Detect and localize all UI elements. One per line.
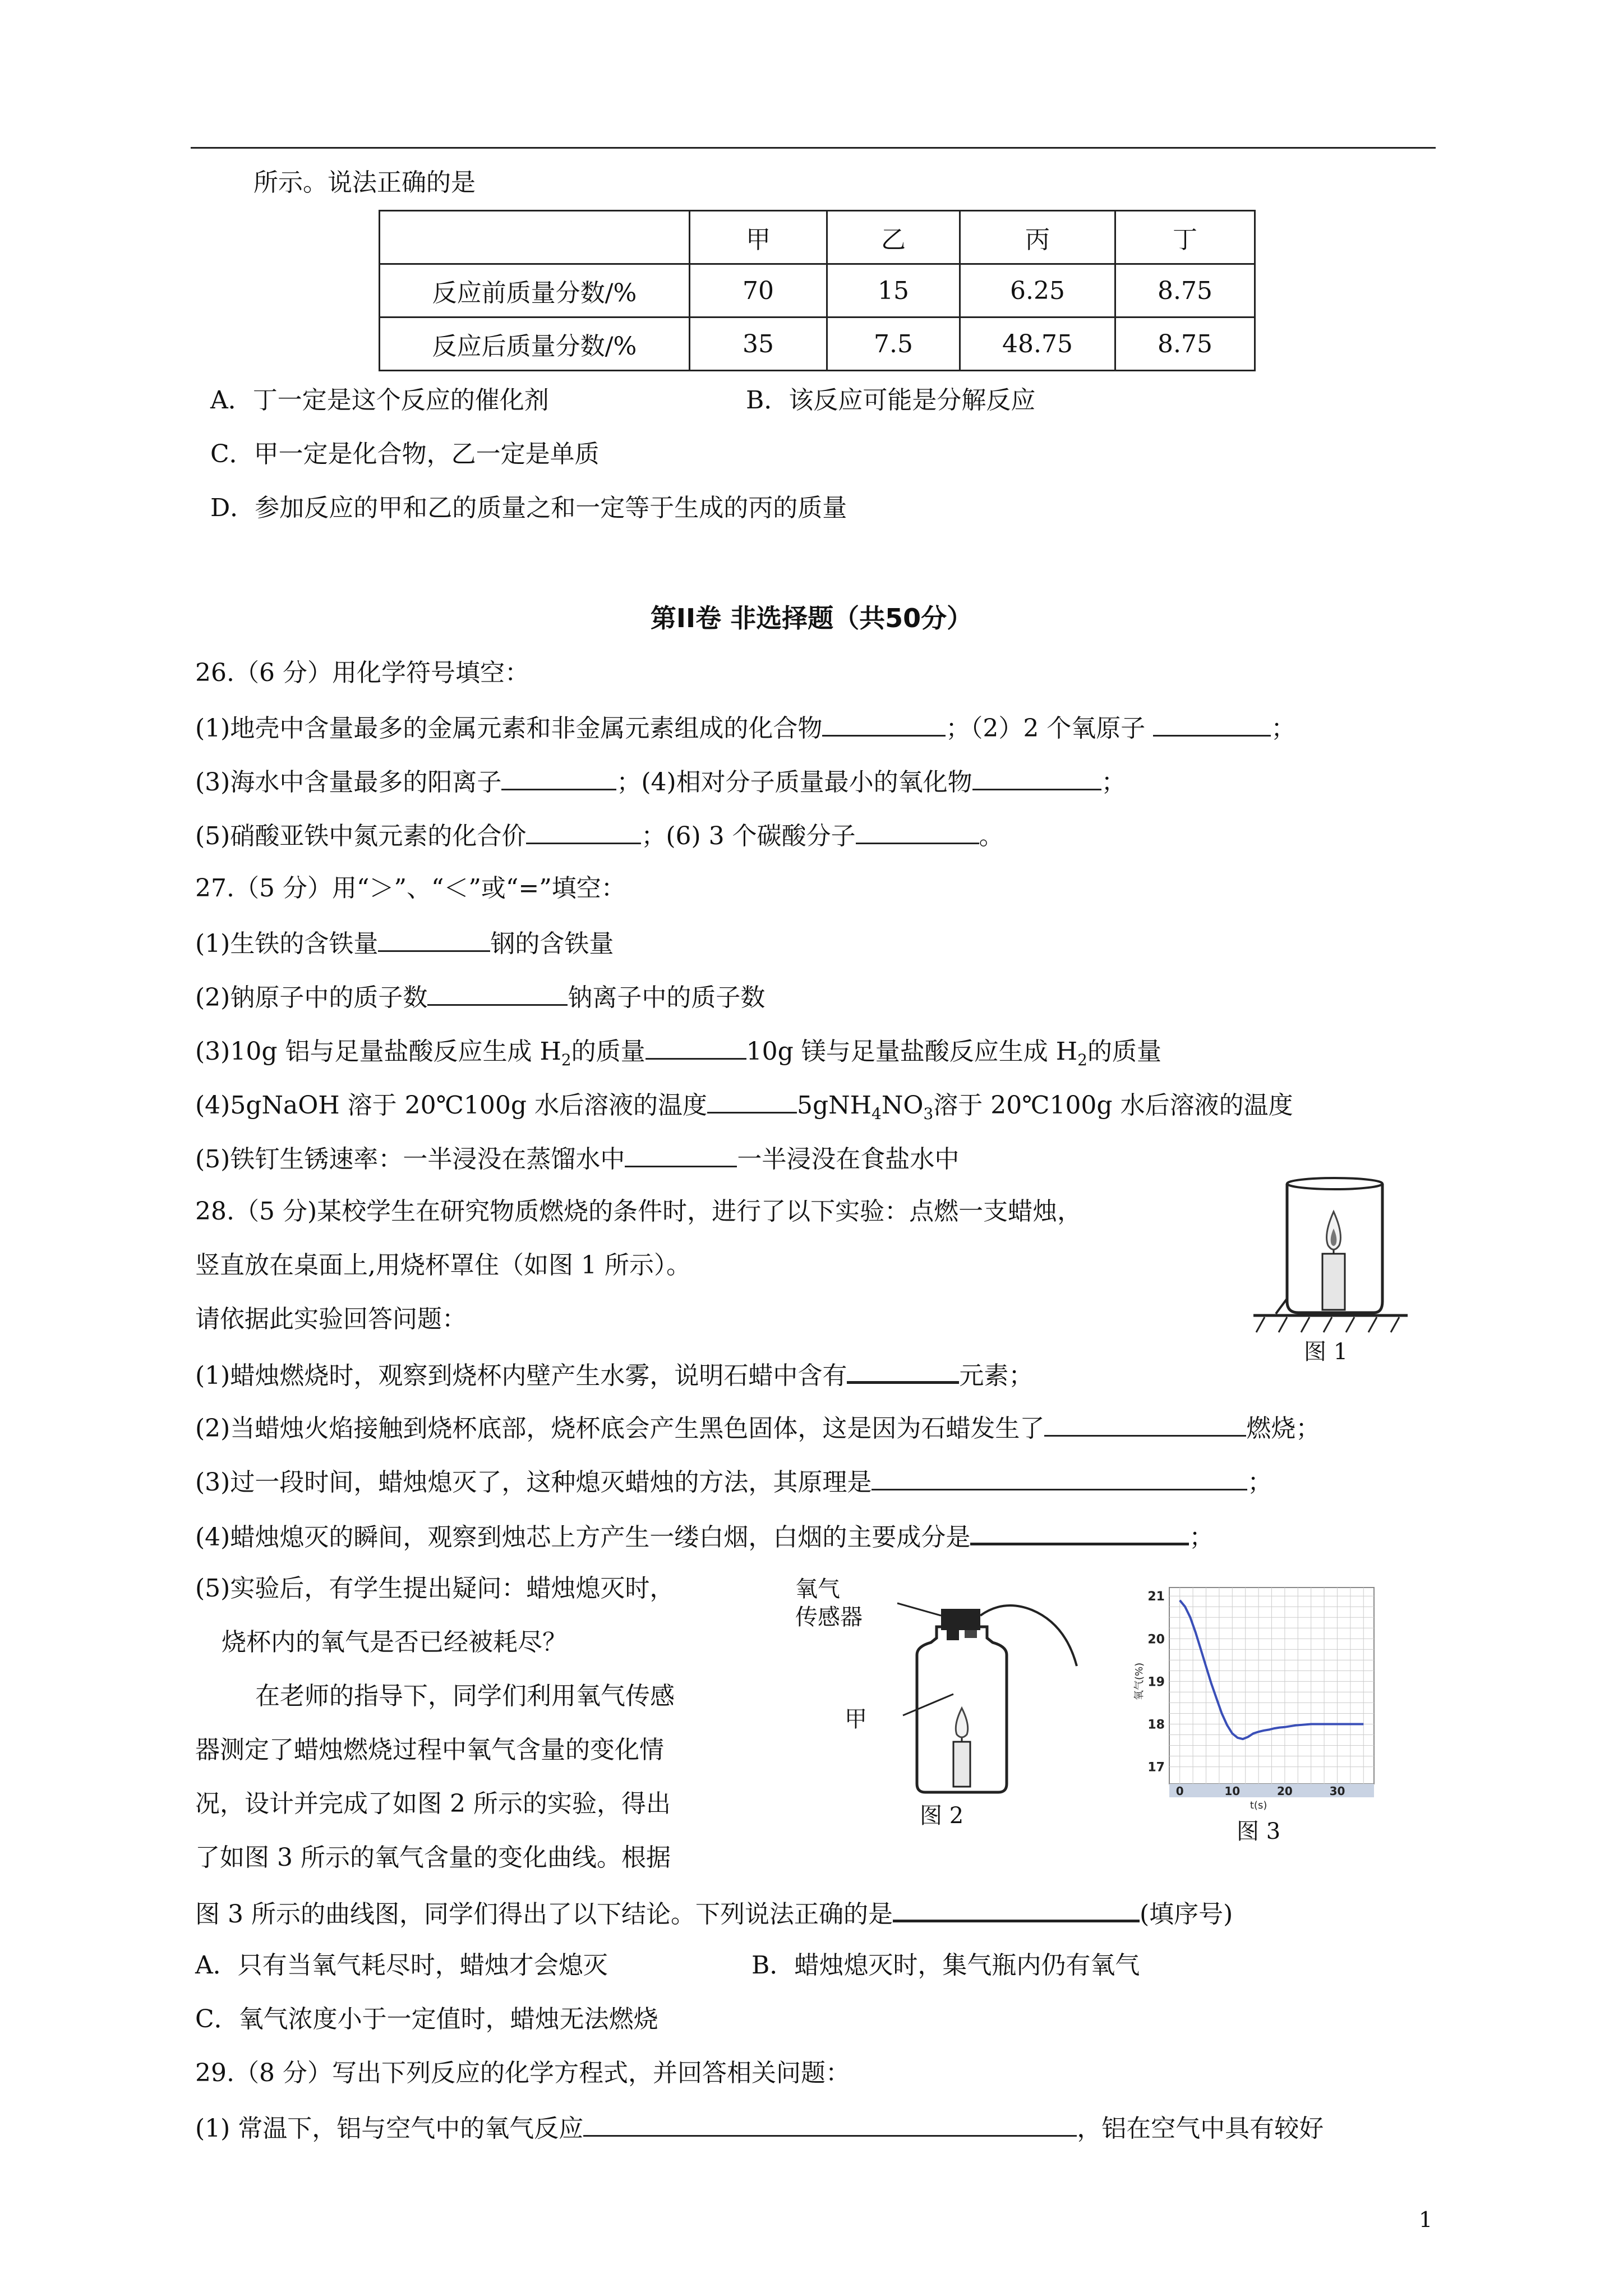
q25-table bbox=[379, 210, 1256, 371]
table-cell: 8.75 bbox=[1115, 318, 1255, 371]
answer-blank[interactable] bbox=[645, 1033, 746, 1060]
q28-para-3: 况，设计并完成了如图 2 所示的实验，得出 bbox=[195, 1789, 671, 1818]
q28-text: (1)蜡烛燃烧时，观察到烧杯内壁产生水雾，说明石蜡中含有 bbox=[195, 1361, 847, 1390]
q26-stem: 26.（6 分）用化学符号填空： bbox=[195, 659, 529, 687]
q28-text: 元素； bbox=[959, 1361, 1034, 1390]
q29-line-1 bbox=[195, 2110, 1324, 2146]
q28-option-a: A．只有当氧气耗尽时，蜡烛才会熄灭 bbox=[195, 1951, 608, 1980]
subscript: 3 bbox=[923, 1104, 934, 1123]
q27-text: 钠离子中的质子数 bbox=[568, 983, 766, 1012]
answer-blank[interactable] bbox=[1153, 710, 1271, 737]
beaker-lip bbox=[1276, 1299, 1287, 1314]
q27-text: (3)10g 铝与足量盐酸反应生成 H bbox=[195, 1037, 561, 1066]
sensor-probe bbox=[947, 1630, 959, 1640]
q28-sub-1 bbox=[195, 1356, 1033, 1393]
q27-text: NO bbox=[881, 1091, 924, 1120]
table-row bbox=[380, 264, 1255, 318]
x-tick-label: 20 bbox=[1276, 1784, 1293, 1798]
q28-text: (4)蜡烛熄灭的瞬间，观察到烛芯上方产生一缕白烟，白烟的主要成分是 bbox=[195, 1523, 971, 1552]
figure-2-label-jia: 甲 bbox=[845, 1706, 867, 1732]
q25-option-a: A．丁一定是这个反应的催化剂 bbox=[210, 386, 549, 415]
q28-para-4: 了如图 3 所示的氧气含量的变化曲线。根据 bbox=[195, 1843, 671, 1872]
y-tick-label: 20 bbox=[1147, 1632, 1165, 1647]
q27-line-5 bbox=[195, 1141, 959, 1176]
q28-sub-2 bbox=[195, 1410, 1320, 1446]
label-pointer-jia bbox=[903, 1694, 953, 1715]
q25-option-d: D．参加反应的甲和乙的质量之和一定等于生成的丙的质量 bbox=[210, 494, 847, 522]
answer-blank[interactable] bbox=[427, 979, 568, 1006]
q28-para-5 bbox=[195, 1895, 1233, 1931]
beaker-rim bbox=[1287, 1178, 1382, 1189]
candle-body bbox=[953, 1742, 970, 1787]
q27-stem: 27.（5 分）用“＞”、“＜”或“=”填空： bbox=[195, 874, 626, 903]
table-hatching bbox=[1256, 1317, 1399, 1332]
figure-3-caption: 图 3 bbox=[1237, 1819, 1281, 1844]
subscript: 2 bbox=[561, 1050, 571, 1069]
q28-stem-2: 竖直放在桌面上,用烧杯罩住（如图 1 所示）。 bbox=[195, 1251, 691, 1280]
table-header-cell: 甲 bbox=[690, 211, 827, 264]
q26-line-2 bbox=[195, 764, 1126, 799]
candle-body bbox=[1322, 1254, 1345, 1310]
q27-line-3 bbox=[195, 1033, 1161, 1077]
q28-sub-4 bbox=[195, 1518, 1214, 1554]
q28-text: (3)过一段时间，蜡烛熄灭了，这种熄灭蜡烛的方法，其原理是 bbox=[195, 1468, 872, 1497]
q29-text: ，铝在空气中具有较好 bbox=[1077, 2114, 1324, 2143]
q25-option-b: B．该反应可能是分解反应 bbox=[746, 386, 1036, 415]
answer-blank[interactable] bbox=[1044, 1410, 1246, 1437]
q27-text: 一半浸没在食盐水中 bbox=[737, 1145, 960, 1174]
q28-option-c: C．氧气浓度小于一定值时，蜡烛无法燃烧 bbox=[195, 2005, 658, 2033]
y-axis-label: 氧气(%) bbox=[1133, 1662, 1145, 1700]
q28-text: ； bbox=[1189, 1523, 1214, 1552]
table-cell: 反应后质量分数/% bbox=[380, 318, 690, 371]
sensor-stopper bbox=[941, 1609, 980, 1630]
answer-blank[interactable] bbox=[872, 1464, 1247, 1490]
answer-blank[interactable] bbox=[707, 1087, 797, 1114]
sensor-cable bbox=[980, 1605, 1077, 1666]
q26-line-3 bbox=[195, 818, 1004, 853]
table-cell: 反应前质量分数/% bbox=[380, 264, 690, 318]
subscript: 2 bbox=[1077, 1050, 1087, 1069]
q26-text: (3)海水中含量最多的阳离子 bbox=[195, 768, 502, 797]
q28-para-2: 器测定了蜡烛燃烧过程中氧气含量的变化情 bbox=[195, 1736, 664, 1764]
table-cell: 70 bbox=[690, 264, 827, 318]
answer-blank[interactable] bbox=[856, 818, 979, 844]
figure-2-caption: 图 2 bbox=[920, 1803, 964, 1829]
figure-2-sensor-bottle bbox=[875, 1593, 1099, 1801]
q28-text: 图 3 所示的曲线图，同学们得出了以下结论。下列说法正确的是 bbox=[195, 1900, 893, 1929]
q27-line-2 bbox=[195, 979, 765, 1015]
q26-text: ； bbox=[1101, 768, 1126, 797]
q27-text: 溶于 20℃100g 水后溶液的温度 bbox=[933, 1091, 1293, 1120]
table-cell: 35 bbox=[690, 318, 827, 371]
y-tick-label: 18 bbox=[1147, 1718, 1165, 1732]
q28-sub-5b: 烧杯内的氧气是否已经被耗尽？ bbox=[222, 1628, 567, 1657]
answer-blank[interactable] bbox=[893, 1895, 1140, 1922]
q26-text: ；(4)相对分子质量最小的氧化物 bbox=[616, 768, 972, 797]
page-number: 1 bbox=[1419, 2207, 1433, 2232]
q27-text: (2)钠原子中的质子数 bbox=[195, 983, 428, 1012]
q27-text: 的质量 bbox=[571, 1037, 645, 1066]
table-cell: 15 bbox=[827, 264, 960, 318]
q28-sub-3 bbox=[195, 1464, 1272, 1499]
q28-text: 燃烧； bbox=[1246, 1414, 1321, 1443]
q25-option-c: C．甲一定是化合物，乙一定是单质 bbox=[210, 440, 600, 468]
table-cell: 8.75 bbox=[1115, 264, 1255, 318]
q26-text: (1)地壳中含量最多的金属元素和非金属元素组成的化合物 bbox=[195, 714, 823, 743]
q26-text: (5)硝酸亚铁中氮元素的化合价 bbox=[195, 822, 527, 850]
x-tick-label: 30 bbox=[1329, 1784, 1345, 1798]
answer-blank[interactable] bbox=[847, 1356, 959, 1384]
q27-line-1 bbox=[195, 926, 614, 961]
figure-2-label-sensor: 传感器 bbox=[795, 1604, 863, 1630]
table-header-cell bbox=[380, 211, 690, 264]
header-rule bbox=[191, 147, 1436, 149]
x-axis-label: t(s) bbox=[1249, 1800, 1267, 1811]
figure-1-beaker-candle bbox=[1245, 1172, 1413, 1335]
q26-text: ；(6) 3 个碳酸分子 bbox=[641, 822, 856, 850]
answer-blank[interactable] bbox=[625, 1141, 737, 1167]
q28-para-1: 在老师的指导下，同学们利用氧气传感 bbox=[255, 1682, 675, 1710]
q28-text: (2)当蜡烛火焰接触到烧杯底部，烧杯底会产生黑色固体，这是因为石蜡发生了 bbox=[195, 1414, 1045, 1443]
q26-text: 。 bbox=[979, 822, 1004, 850]
q27-text: (4)5gNaOH 溶于 20℃100g 水后溶液的温度 bbox=[195, 1091, 707, 1120]
q26-text: ；（2）2 个氧原子 bbox=[946, 714, 1146, 743]
figure-2-label-sensor: 氧气 bbox=[795, 1576, 840, 1602]
sensor-probe bbox=[965, 1630, 977, 1638]
q29-stem: 29.（8 分）写出下列反应的化学方程式，并回答相关问题： bbox=[195, 2059, 850, 2087]
q28-sub-5: (5)实验后，有学生提出疑问：蜡烛熄灭时， bbox=[195, 1574, 675, 1603]
table-cell: 6.25 bbox=[960, 264, 1115, 318]
table-row bbox=[380, 318, 1255, 371]
y-tick-label: 17 bbox=[1147, 1760, 1165, 1775]
table-header-cell: 丙 bbox=[960, 211, 1115, 264]
q27-text: 钢的含铁量 bbox=[490, 930, 614, 958]
figure-1-caption: 图 1 bbox=[1304, 1339, 1348, 1365]
q27-text: 的质量 bbox=[1087, 1037, 1161, 1066]
q26-line-1 bbox=[195, 710, 1295, 746]
table-header-cell: 乙 bbox=[827, 211, 960, 264]
q28-text: ； bbox=[1247, 1468, 1272, 1497]
table-cell: 48.75 bbox=[960, 318, 1115, 371]
answer-blank[interactable] bbox=[583, 2110, 1077, 2137]
q28-text: (填序号) bbox=[1139, 1900, 1233, 1929]
q28-option-b: B．蜡烛熄灭时，集气瓶内仍有氧气 bbox=[751, 1951, 1140, 1980]
q27-text: 5gNH bbox=[796, 1091, 872, 1120]
answer-blank[interactable] bbox=[972, 764, 1101, 790]
q26-text: ； bbox=[1271, 714, 1296, 743]
q29-text: (1) 常温下，铝与空气中的氧气反应 bbox=[195, 2114, 584, 2143]
table-cell: 7.5 bbox=[827, 318, 960, 371]
label-pointer-sensor bbox=[897, 1603, 941, 1616]
x-tick-label: 0 bbox=[1175, 1784, 1184, 1798]
candle-flame bbox=[956, 1708, 967, 1737]
answer-blank[interactable] bbox=[526, 818, 641, 844]
answer-blank[interactable] bbox=[970, 1518, 1189, 1545]
q27-line-4 bbox=[195, 1087, 1293, 1131]
section-title: 第II卷 非选择题（共50分） bbox=[650, 603, 973, 633]
answer-blank[interactable] bbox=[822, 710, 946, 737]
q25-intro: 所示。说法正确的是 bbox=[253, 168, 476, 197]
table-header-cell: 丁 bbox=[1115, 211, 1255, 264]
q28-stem-3: 请依据此实验回答问题： bbox=[195, 1305, 467, 1333]
q27-text: (5)铁钉生锈速率：一半浸没在蒸馏水中 bbox=[195, 1145, 625, 1174]
y-tick-label: 19 bbox=[1147, 1675, 1165, 1690]
y-tick-label: 21 bbox=[1147, 1590, 1165, 1604]
q27-text: 10g 镁与足量盐酸反应生成 H bbox=[746, 1037, 1078, 1066]
answer-blank[interactable] bbox=[378, 926, 490, 952]
q28-stem-1: 28.（5 分)某校学生在研究物质燃烧的条件时，进行了以下实验：点燃一支蜡烛， bbox=[195, 1197, 1082, 1226]
q27-text: (1)生铁的含铁量 bbox=[195, 930, 379, 958]
figure-3-oxygen-chart bbox=[1130, 1582, 1382, 1818]
subscript: 4 bbox=[872, 1104, 882, 1123]
x-tick-label: 10 bbox=[1224, 1784, 1241, 1798]
answer-blank[interactable] bbox=[501, 764, 616, 790]
